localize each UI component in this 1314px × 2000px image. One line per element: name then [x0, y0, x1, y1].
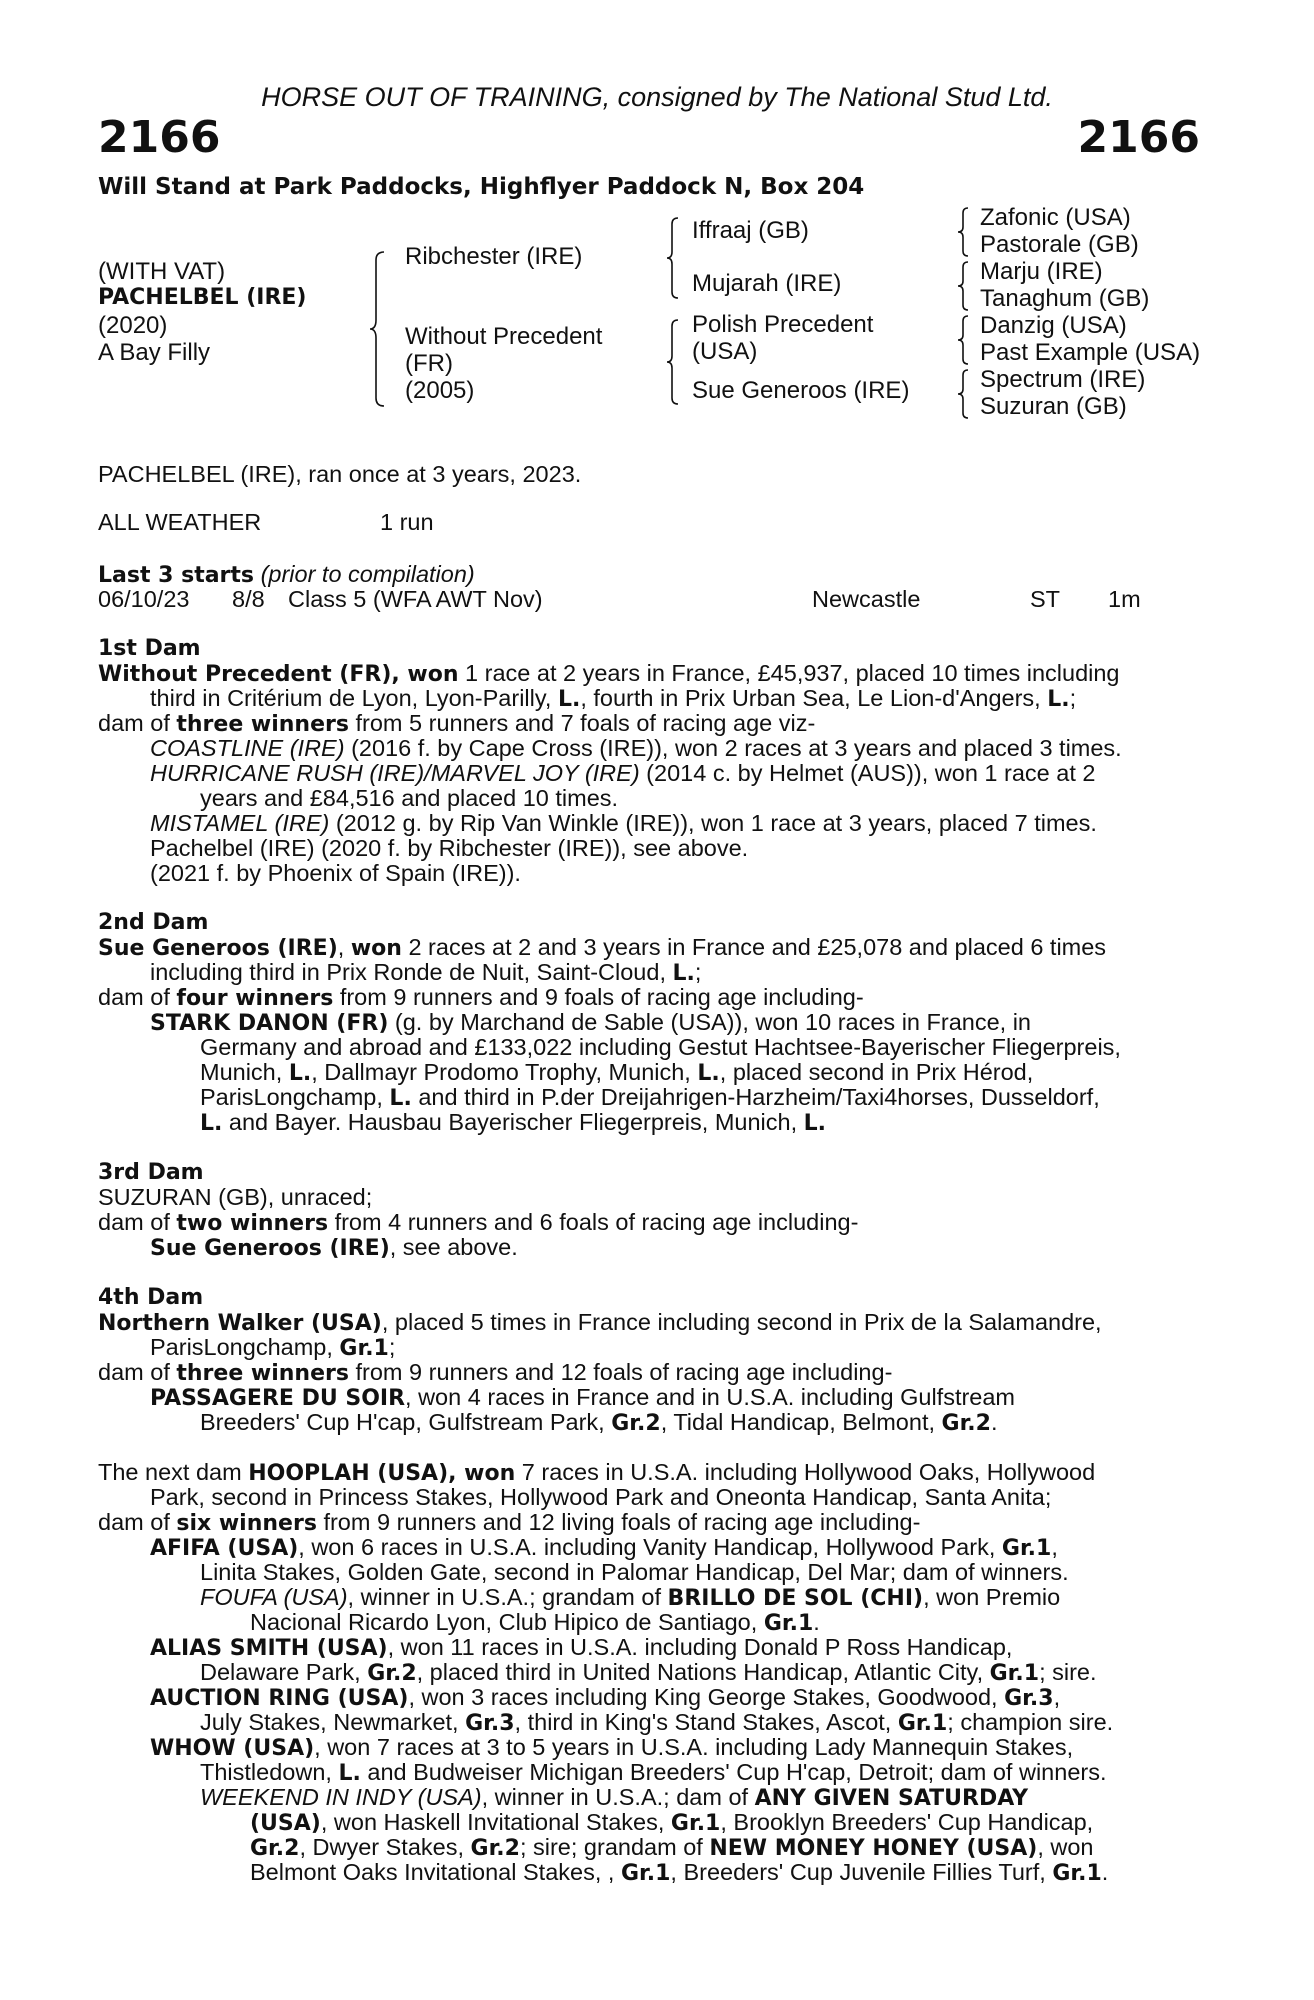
fourth-dam-line: dam of three winners from 9 runners and 12 foals of racing age including- [98, 1359, 893, 1386]
pedigree-dam-line2: (FR) [405, 350, 453, 377]
pedigree-g3-4: Tanaghum (GB) [980, 285, 1150, 312]
pedigree-dam-sire-line2: (USA) [692, 338, 758, 365]
horse-year: (2020) [98, 312, 168, 339]
start-date: 06/10/23 [98, 586, 190, 612]
fourth-dam-line: Northern Walker (USA), placed 5 times in France including second in Prix de la Salamandre, [98, 1309, 1102, 1336]
pedigree-g3-7: Spectrum (IRE) [980, 366, 1146, 393]
pedigree-g3-1: Zafonic (USA) [980, 204, 1131, 231]
next-dam-line: dam of six winners from 9 runners and 12 living foals of racing age including- [98, 1509, 921, 1536]
third-dam-line: Sue Generoos (IRE), see above. [150, 1234, 518, 1261]
first-dam-line: Without Precedent (FR), won 1 race at 2 years in France, £45,937, placed 10 times including [98, 660, 1120, 687]
pedigree-brace-dam [667, 318, 681, 406]
last-starts-heading: Last 3 starts (prior to compilation) [98, 561, 475, 588]
pedigree-brace-g3-2 [958, 260, 970, 312]
pedigree-g3-2: Pastorale (GB) [980, 231, 1139, 258]
next-dam-line: AFIFA (USA), won 6 races in U.S.A. including Vanity Handicap, Hollywood Park, Gr.1, [150, 1534, 1058, 1561]
start-course: Newcastle [812, 586, 921, 612]
fourth-dam-line: Breeders' Cup H'cap, Gulfstream Park, Gr.2, Tidal Handicap, Belmont, Gr.2. [200, 1409, 998, 1436]
next-dam-line: Thistledown, L. and Budweiser Michigan Breeders' Cup H'cap, Detroit; dam of winners. [200, 1759, 1107, 1786]
consignment-header: HORSE OUT OF TRAINING, consigned by The National Stud Ltd. [261, 82, 1053, 112]
start-race: Class 5 (WFA AWT Nov) [288, 586, 543, 612]
pedigree-brace-g3-4 [958, 368, 970, 420]
stand-location: Will Stand at Park Paddocks, Highflyer Paddock N, Box 204 [98, 174, 865, 200]
second-dam-line: Sue Generoos (IRE), won 2 races at 2 and 3 years in France and £25,078 and placed 6 times [98, 934, 1107, 961]
next-dam-line: The next dam HOOPLAH (USA), won 7 races in U.S.A. including Hollywood Oaks, Hollywood [98, 1459, 1096, 1486]
fourth-dam-line: PASSAGERE DU SOIR, won 4 races in France and in U.S.A. including Gulfstream [150, 1384, 1016, 1411]
next-dam-line: WEEKEND IN INDY (USA), winner in U.S.A.; dam of ANY GIVEN SATURDAY [200, 1784, 1029, 1811]
horse-description: A Bay Filly [98, 339, 211, 366]
second-dam-line: including third in Prix Ronde de Nuit, Saint-Cloud, L.; [150, 959, 702, 986]
fourth-dam-line: ParisLongchamp, Gr.1; [150, 1334, 396, 1361]
surface-runs: 1 run [380, 509, 434, 535]
second-dam-heading: 2nd Dam [98, 910, 209, 935]
lot-number-left: 2166 [98, 112, 221, 163]
next-dam-line: Park, second in Princess Stakes, Hollywood Park and Oneonta Handicap, Santa Anita; [150, 1484, 1052, 1510]
pedigree-brace-g3-1 [958, 206, 970, 258]
pedigree-dam-dam: Sue Generoos (IRE) [692, 377, 910, 404]
next-dam-line: AUCTION RING (USA), won 3 races including King George Stakes, Goodwood, Gr.3, [150, 1684, 1061, 1711]
first-dam-line: MISTAMEL (IRE) (2012 g. by Rip Van Winkle (IRE)), won 1 race at 3 years, placed 7 times. [150, 810, 1097, 836]
pedigree-sire: Ribchester (IRE) [405, 243, 583, 270]
pedigree-g3-6: Past Example (USA) [980, 339, 1201, 366]
pedigree-dam-sire-line1: Polish Precedent [692, 311, 874, 338]
third-dam-heading: 3rd Dam [98, 1160, 204, 1185]
second-dam-line: Germany and abroad and £133,022 including Gestut Hachtsee-Bayerischer Fliegerpreis, [200, 1034, 1121, 1060]
start-going: ST [1030, 586, 1061, 612]
next-dam-line: (USA), won Haskell Invitational Stakes, Gr.1, Brooklyn Breeders' Cup Handicap, [250, 1809, 1094, 1836]
third-dam-line: SUZURAN (GB), unraced; [98, 1184, 373, 1210]
pedigree-sire-sire: Iffraaj (GB) [692, 217, 809, 244]
first-dam-line: COASTLINE (IRE) (2016 f. by Cape Cross (IRE)), won 2 races at 3 years and placed 3 times. [150, 735, 1122, 761]
pedigree-g3-5: Danzig (USA) [980, 312, 1127, 339]
first-dam-line: dam of three winners from 5 runners and 7 foals of racing age viz- [98, 710, 816, 737]
pedigree-brace-sire [667, 216, 681, 300]
second-dam-line: L. and Bayer. Hausbau Bayerischer Fliegerpreis, Munich, L. [200, 1109, 827, 1136]
second-dam-line: STARK DANON (FR) (g. by Marchand de Sable (USA)), won 10 races in France, in [150, 1009, 1031, 1036]
next-dam-line: ALIAS SMITH (USA), won 11 races in U.S.A. including Donald P Ross Handicap, [150, 1634, 1013, 1661]
race-summary: PACHELBEL (IRE), ran once at 3 years, 2023. [98, 461, 582, 487]
second-dam-line: ParisLongchamp, L. and third in P.der Dreijahrigen-Harzheim/Taxi4horses, Dusseldorf, [200, 1084, 1100, 1111]
pedigree-brace-main [370, 250, 390, 408]
pedigree-sire-dam: Mujarah (IRE) [692, 270, 842, 297]
pedigree-brace-g3-3 [958, 314, 970, 366]
start-position: 8/8 [232, 586, 265, 612]
lot-number-right: 2166 [1077, 112, 1200, 163]
next-dam-line: WHOW (USA), won 7 races at 3 to 5 years in U.S.A. including Lady Mannequin Stakes, [150, 1734, 1074, 1761]
vat-note: (WITH VAT) [98, 258, 226, 285]
pedigree-dam-line1: Without Precedent [405, 323, 603, 350]
first-dam-line: HURRICANE RUSH (IRE)/MARVEL JOY (IRE) (2014 c. by Helmet (AUS)), won 1 race at 2 [150, 760, 1096, 786]
second-dam-line: Munich, L., Dallmayr Prodomo Trophy, Munich, L., placed second in Prix Hérod, [200, 1059, 1034, 1086]
pedigree-dam-line3: (2005) [405, 377, 475, 404]
next-dam-line: Nacional Ricardo Lyon, Club Hipico de Santiago, Gr.1. [250, 1609, 820, 1636]
surface-label: ALL WEATHER [98, 509, 262, 535]
first-dam-heading: 1st Dam [98, 636, 201, 661]
first-dam-line: (2021 f. by Phoenix of Spain (IRE)). [150, 860, 521, 886]
pedigree-g3-8: Suzuran (GB) [980, 393, 1127, 420]
next-dam-line: Linita Stakes, Golden Gate, second in Palomar Handicap, Del Mar; dam of winners. [200, 1559, 1069, 1585]
first-dam-line: Pachelbel (IRE) (2020 f. by Ribchester (IRE)), see above. [150, 835, 749, 861]
first-dam-line: years and £84,516 and placed 10 times. [200, 785, 619, 811]
next-dam-line: Belmont Oaks Invitational Stakes, , Gr.1, Breeders' Cup Juvenile Fillies Turf, Gr.1. [250, 1859, 1109, 1886]
third-dam-line: dam of two winners from 4 runners and 6 foals of racing age including- [98, 1209, 859, 1236]
second-dam-line: dam of four winners from 9 runners and 9 foals of racing age including- [98, 984, 864, 1011]
next-dam-line: Gr.2, Dwyer Stakes, Gr.2; sire; grandam of NEW MONEY HONEY (USA), won [250, 1834, 1094, 1861]
next-dam-line: Delaware Park, Gr.2, placed third in United Nations Handicap, Atlantic City, Gr.1; sire. [200, 1659, 1097, 1686]
next-dam-line: July Stakes, Newmarket, Gr.3, third in King's Stand Stakes, Ascot, Gr.1; champion sire. [200, 1709, 1114, 1736]
fourth-dam-heading: 4th Dam [98, 1285, 204, 1310]
horse-name: PACHELBEL (IRE) [98, 285, 307, 310]
start-distance: 1m [1108, 586, 1141, 612]
first-dam-line: third in Critérium de Lyon, Lyon-Parilly, L., fourth in Prix Urban Sea, Le Lion-d'Angers, L.; [150, 685, 1077, 712]
pedigree-g3-3: Marju (IRE) [980, 258, 1103, 285]
next-dam-line: FOUFA (USA), winner in U.S.A.; grandam of BRILLO DE SOL (CHI), won Premio [200, 1584, 1061, 1611]
